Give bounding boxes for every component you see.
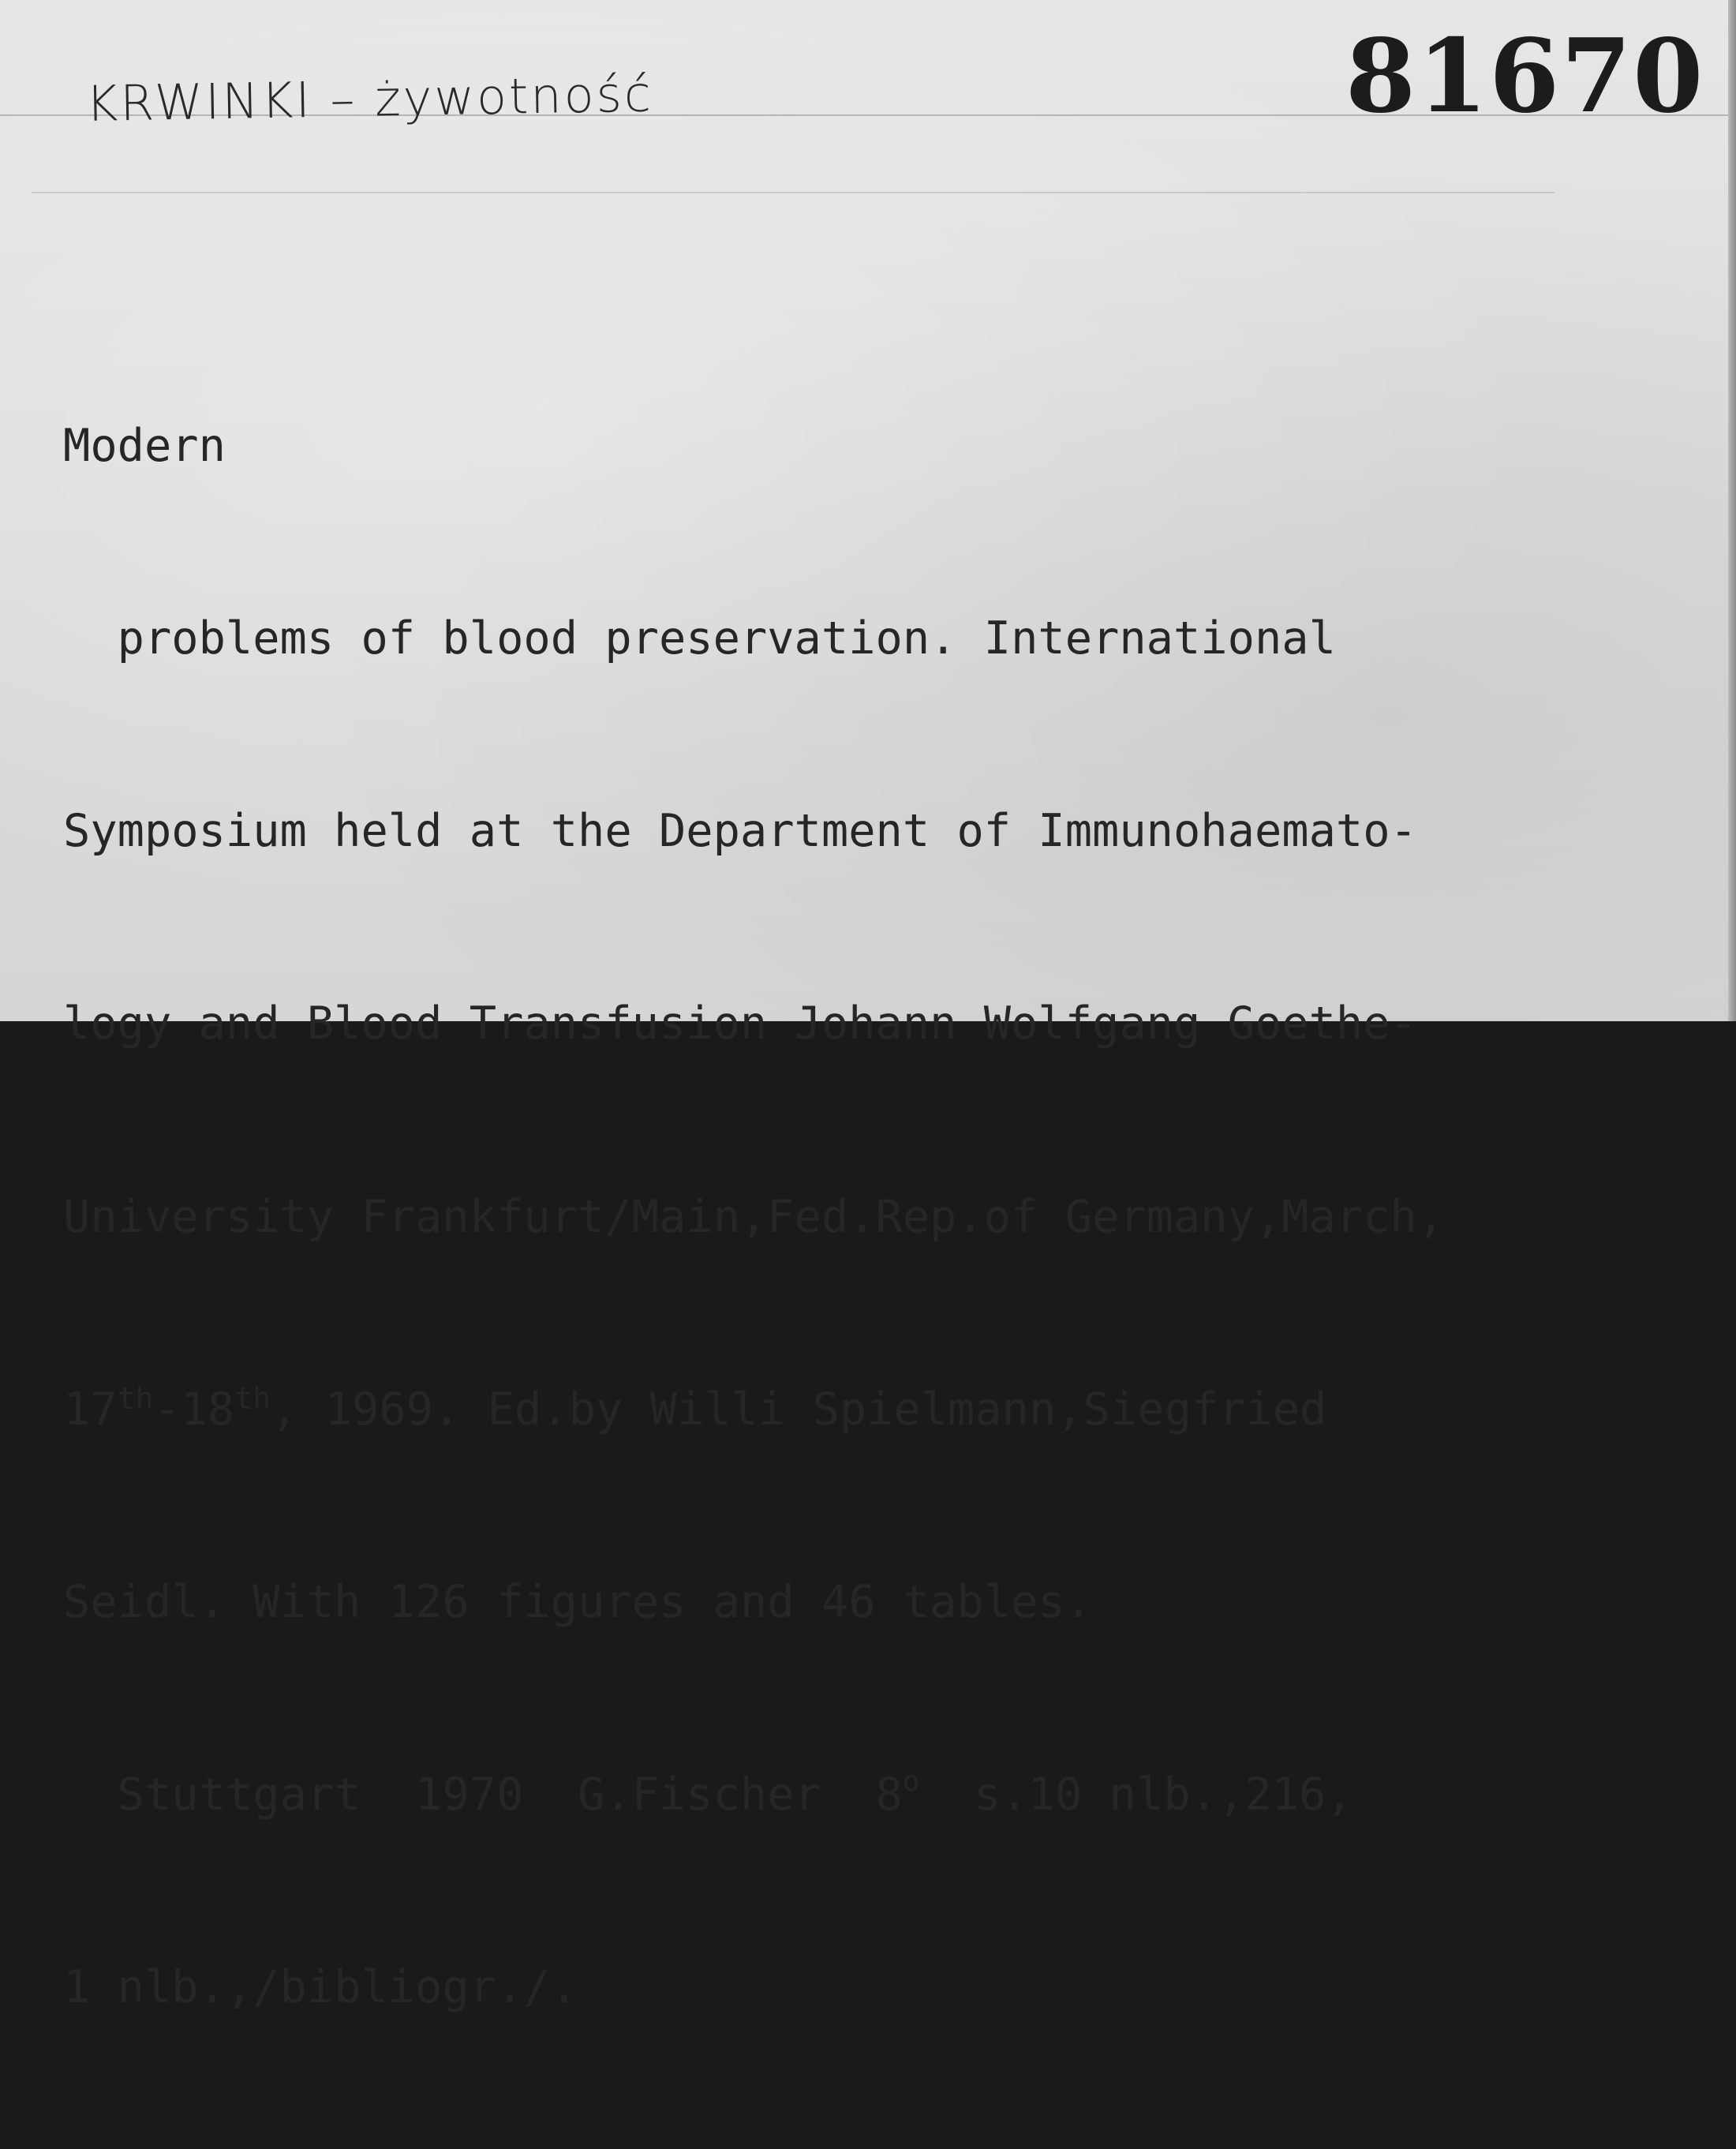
ordinal-suffix: th — [117, 1380, 154, 1416]
card-number: 81670 — [1345, 17, 1705, 136]
entry-line — [63, 1763, 1444, 1827]
date-end: -18 — [153, 1383, 235, 1436]
year-editors: , 1969. Ed.by Willi Spielmann,Siegfried — [271, 1383, 1327, 1436]
pagination: s.10 nlb.,216, — [919, 1769, 1353, 1821]
entry-line: 1 nlb.,/bibliogr./. — [63, 1961, 578, 2014]
subject-heading: KRWINKI – żywotność — [85, 65, 654, 133]
bibliographic-entry — [63, 286, 1444, 2149]
entry-line — [63, 1378, 1444, 1442]
format-degree: o — [902, 1765, 920, 1799]
card-edge — [1728, 0, 1736, 1021]
entry-line: problems of blood preservation. International — [63, 612, 1336, 665]
date-start: 17 — [63, 1383, 118, 1436]
ordinal-suffix: th — [234, 1380, 271, 1416]
entry-line: Modern — [63, 419, 226, 472]
entry-line: Seidl. With 126 figures and 46 tables. — [63, 1576, 1093, 1629]
entry-line: University Frankfurt/Main,Fed.Rep.of Germany,March, — [63, 1190, 1445, 1243]
entry-line: Symposium held at the Department of Immunohaemato- — [63, 805, 1417, 858]
entry-line: logy and Blood Transfusion Johann Wolfgang Goethe- — [63, 998, 1417, 1050]
faint-rule — [32, 192, 1555, 193]
imprint: Stuttgart 1970 G.Fischer 8 — [63, 1769, 903, 1821]
